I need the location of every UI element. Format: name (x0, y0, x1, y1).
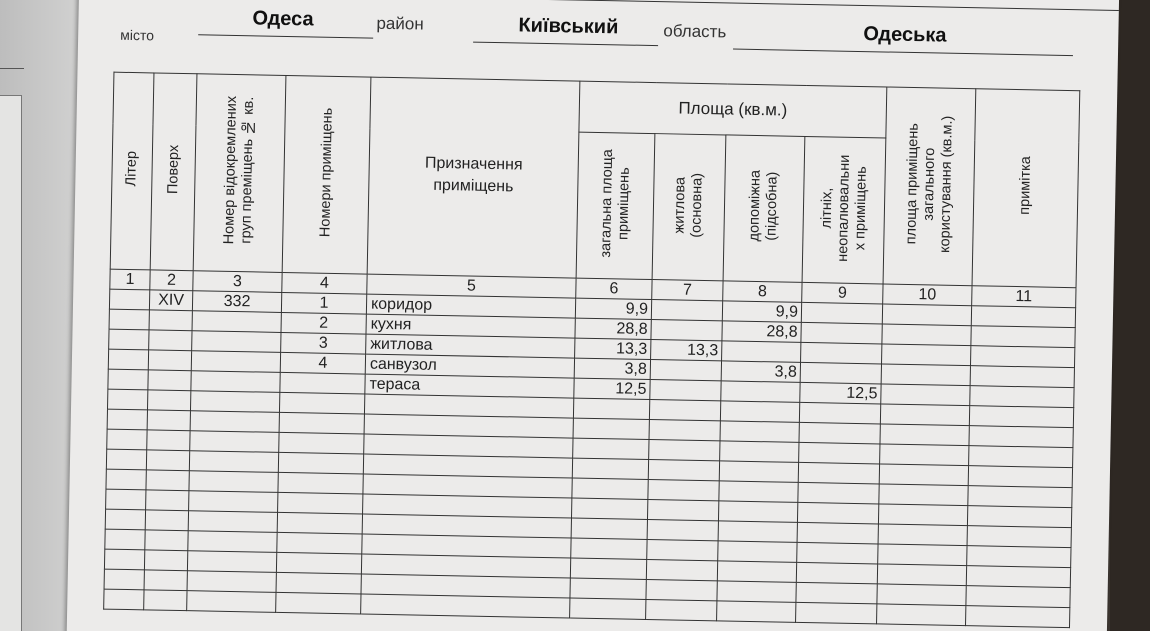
cell-floor: XIV (149, 290, 192, 311)
city-value: Одеса (252, 7, 314, 31)
empty-cell (720, 441, 799, 463)
empty-cell (570, 558, 646, 579)
cell-note (970, 386, 1074, 408)
empty-cell (646, 579, 717, 600)
empty-cell (277, 532, 362, 554)
header-auxiliary: допоміжна (підсобна) (723, 135, 805, 282)
empty-cell (190, 411, 279, 433)
empty-cell (718, 521, 797, 543)
column-number: 10 (883, 284, 972, 306)
empty-cell (189, 451, 278, 473)
empty-cell (880, 404, 969, 426)
header-common-area: площа приміщень загального користування (кв.м.) (883, 87, 976, 286)
empty-cell (147, 390, 190, 411)
header-floor: Поверх (150, 73, 197, 271)
empty-cell (279, 392, 364, 414)
background-card (0, 95, 22, 631)
empty-cell (107, 429, 147, 450)
district-label: район (376, 13, 424, 34)
cell-group: 332 (192, 291, 281, 313)
empty-cell (717, 601, 796, 623)
cell-common (882, 304, 971, 326)
empty-cell (570, 578, 646, 599)
empty-cell (969, 426, 1073, 448)
city-underline (198, 34, 373, 38)
cell-living: 13,3 (651, 340, 722, 361)
cell-total: 28,8 (575, 318, 651, 339)
cell-room: 3 (281, 332, 366, 354)
cell-total: 13,3 (575, 338, 651, 359)
empty-cell (187, 571, 276, 593)
cell-summer (801, 342, 882, 364)
empty-cell (649, 440, 720, 461)
premises-table (103, 72, 1080, 628)
cell-purpose: житлова (366, 334, 575, 358)
empty-cell (719, 481, 798, 503)
empty-cell (879, 464, 968, 486)
city-label: місто (120, 26, 155, 44)
cell-liter (108, 369, 148, 390)
address-header (118, 0, 1119, 78)
cell-common (881, 384, 970, 406)
empty-cell (797, 502, 878, 524)
empty-cell (104, 589, 144, 610)
column-number: 9 (802, 282, 883, 304)
header-note: примітка (972, 89, 1080, 288)
background-line (0, 68, 24, 69)
cell-note (971, 306, 1075, 328)
column-number: 7 (652, 280, 723, 301)
header-summer: літніх, неопалювальни х приміщень (802, 137, 886, 284)
empty-cell (104, 549, 144, 570)
empty-cell (105, 509, 145, 530)
cell-room: 1 (281, 292, 366, 314)
cell-living (651, 300, 722, 321)
empty-cell (648, 460, 719, 481)
empty-cell (720, 401, 799, 423)
empty-cell (879, 484, 968, 506)
empty-cell (648, 480, 719, 501)
empty-cell (147, 430, 190, 451)
empty-cell (276, 572, 361, 594)
empty-cell (797, 522, 878, 544)
empty-cell (880, 424, 969, 446)
district-underline (473, 42, 658, 47)
cell-aux: 28,8 (722, 321, 801, 343)
empty-cell (106, 449, 146, 470)
empty-cell (278, 472, 363, 494)
cell-liter (109, 289, 149, 310)
cell-liter (109, 329, 149, 350)
empty-cell (189, 491, 278, 513)
empty-cell (147, 410, 190, 431)
column-number: 11 (972, 286, 1076, 308)
cell-floor (149, 330, 192, 351)
empty-cell (798, 482, 879, 504)
empty-cell (967, 506, 1071, 528)
empty-cell (361, 594, 570, 618)
cell-purpose: коридор (366, 294, 575, 318)
cell-purpose: тераса (365, 374, 574, 398)
cell-room: 4 (280, 352, 365, 374)
empty-cell (188, 511, 277, 533)
empty-cell (279, 412, 364, 434)
empty-cell (107, 409, 147, 430)
cell-common (882, 324, 971, 346)
cell-total: 9,9 (575, 298, 651, 319)
empty-cell (878, 504, 967, 526)
empty-cell (146, 450, 189, 471)
empty-cell (278, 492, 363, 514)
cell-group (191, 371, 280, 393)
empty-cell (968, 466, 1072, 488)
empty-cell (573, 438, 649, 459)
header-room-numbers: Номери приміщень (282, 75, 371, 274)
cell-floor (149, 310, 192, 331)
empty-cell (646, 599, 717, 620)
cell-aux (721, 381, 800, 403)
empty-cell (877, 564, 966, 586)
header-total-area: загальна площа приміщень (576, 132, 655, 279)
cell-living (651, 320, 722, 341)
empty-cell (967, 526, 1071, 548)
cell-group (191, 351, 280, 373)
empty-cell (187, 591, 276, 613)
empty-cell (796, 562, 877, 584)
empty-cell (106, 489, 146, 510)
empty-cell (276, 552, 361, 574)
empty-cell (279, 432, 364, 454)
empty-cell (796, 602, 877, 624)
empty-cell (878, 544, 967, 566)
empty-cell (718, 541, 797, 563)
region-value: Одеська (863, 23, 947, 47)
empty-cell (573, 418, 649, 439)
empty-cell (144, 590, 187, 611)
district-value: Київський (518, 14, 619, 39)
empty-cell (797, 542, 878, 564)
empty-cell (649, 420, 720, 441)
empty-cell (877, 604, 966, 626)
empty-cell (106, 469, 146, 490)
column-number: 6 (576, 278, 652, 299)
empty-cell (278, 452, 363, 474)
header-liter: Літер (110, 72, 154, 270)
empty-cell (571, 538, 647, 559)
empty-cell (145, 530, 188, 551)
header-purpose: Призначення приміщень (367, 77, 580, 278)
empty-cell (187, 551, 276, 573)
cell-room: 2 (281, 312, 366, 334)
cell-note (970, 366, 1074, 388)
empty-cell (647, 520, 718, 541)
region-underline (733, 49, 1073, 57)
header-area-group: Площа (кв.м.) (579, 81, 887, 138)
empty-cell (718, 501, 797, 523)
region-label: область (663, 21, 727, 42)
empty-cell (146, 490, 189, 511)
empty-cell (570, 598, 646, 619)
cell-liter (109, 309, 149, 330)
empty-cell (969, 406, 1073, 428)
empty-cell (571, 498, 647, 519)
cell-note (971, 326, 1075, 348)
cell-room (280, 372, 365, 394)
empty-cell (104, 569, 144, 590)
empty-cell (877, 584, 966, 606)
cell-floor (148, 350, 191, 371)
cell-summer (801, 302, 882, 324)
empty-cell (571, 518, 647, 539)
empty-cell (799, 402, 880, 424)
cell-summer (800, 362, 881, 384)
empty-cell (969, 446, 1073, 468)
empty-cell (880, 444, 969, 466)
empty-cell (146, 470, 189, 491)
empty-cell (717, 581, 796, 603)
cell-note (970, 346, 1074, 368)
empty-cell (966, 566, 1070, 588)
empty-cell (799, 442, 880, 464)
empty-cell (572, 458, 648, 479)
empty-cell (573, 398, 649, 419)
column-number: 8 (723, 281, 802, 303)
inventory-sheet (66, 0, 1120, 631)
empty-cell (647, 539, 718, 560)
cell-living (650, 380, 721, 401)
empty-cell (796, 582, 877, 604)
cell-liter (108, 349, 148, 370)
empty-cell (190, 431, 279, 453)
cell-living (650, 360, 721, 381)
empty-cell (144, 570, 187, 591)
cell-purpose: санвузол (365, 354, 574, 378)
cell-summer: 12,5 (800, 382, 881, 404)
cell-total: 12,5 (574, 378, 650, 399)
empty-cell (649, 400, 720, 421)
empty-cell (276, 592, 361, 614)
column-number: 5 (367, 274, 576, 298)
empty-cell (719, 461, 798, 483)
header-row (113, 72, 1080, 142)
empty-cell (107, 389, 147, 410)
empty-cell (878, 524, 967, 546)
empty-cell (145, 510, 188, 531)
empty-cell (799, 422, 880, 444)
empty-cell (966, 606, 1070, 628)
empty-cell (720, 421, 799, 443)
column-number: 1 (110, 269, 150, 290)
empty-cell (144, 550, 187, 571)
empty-cell (572, 478, 648, 499)
cell-aux: 3,8 (721, 361, 800, 383)
header-living: житлова (основна) (652, 134, 726, 281)
cell-total: 3,8 (574, 358, 650, 379)
empty-cell (188, 531, 277, 553)
cell-common (881, 364, 970, 386)
column-number: 3 (193, 271, 282, 293)
column-number: 2 (150, 270, 193, 291)
empty-cell (966, 586, 1070, 608)
empty-cell (190, 391, 279, 413)
empty-cell (189, 471, 278, 493)
cell-aux (722, 341, 801, 363)
empty-cell (646, 559, 717, 580)
column-number: 4 (282, 272, 367, 294)
cell-purpose: кухня (366, 314, 575, 338)
empty-cell (277, 512, 362, 534)
empty-cell (647, 500, 718, 521)
empty-cell (967, 546, 1071, 568)
cell-group (192, 311, 281, 333)
cell-floor (148, 370, 191, 391)
empty-cell (968, 486, 1072, 508)
cell-common (882, 344, 971, 366)
empty-cell (798, 462, 879, 484)
empty-cell (717, 561, 796, 583)
header-group-number: Номер відокремлених груп прeміщень № кв. (193, 74, 286, 273)
cell-aux: 9,9 (722, 301, 801, 323)
cell-summer (801, 322, 882, 344)
empty-cell (105, 529, 145, 550)
cell-group (192, 331, 281, 353)
